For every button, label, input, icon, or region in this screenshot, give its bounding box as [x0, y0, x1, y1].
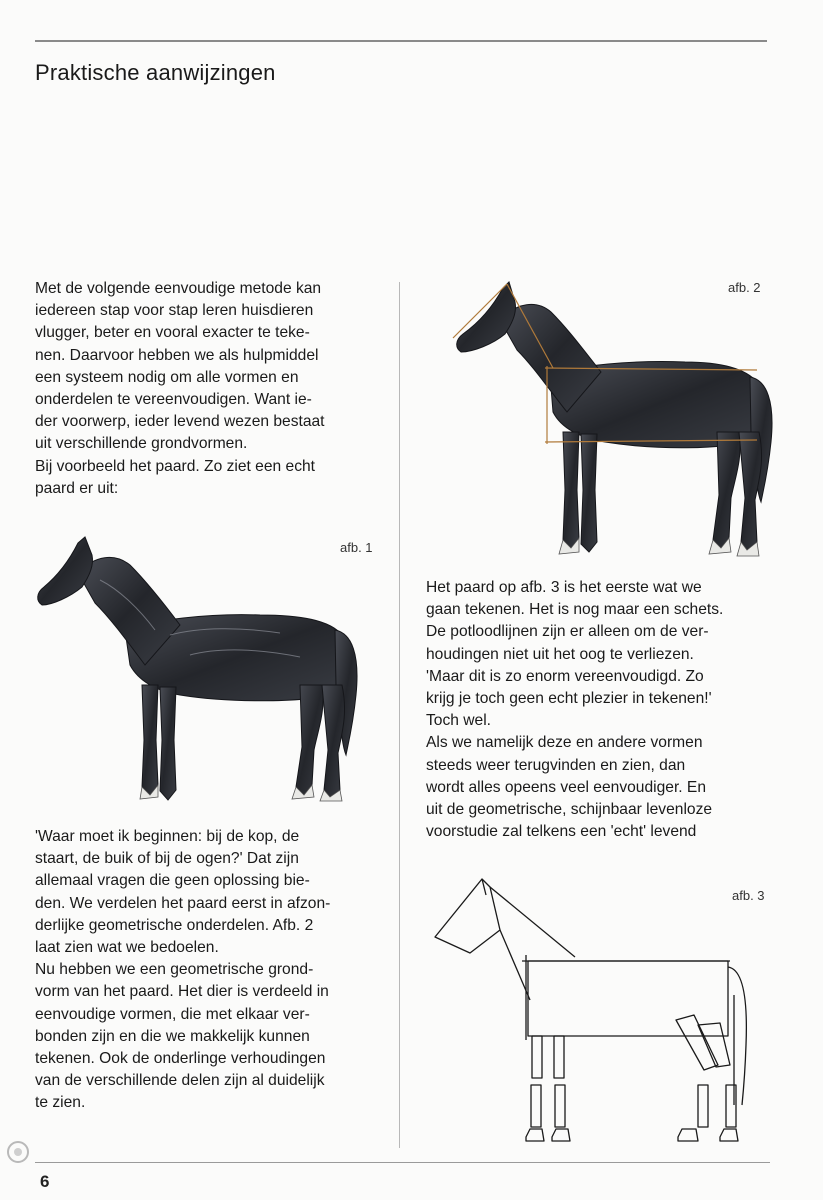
text-line: derlijke geometrische onderdelen. Afb. 2	[35, 916, 314, 934]
text-line: wordt alles opeens veel eenvoudiger. En	[426, 778, 707, 796]
text-line: voorstudie zal telkens een 'echt' levend	[426, 823, 697, 841]
intro-paragraph	[35, 278, 325, 500]
text-line: Nu hebben we een geometrische grond-	[35, 961, 314, 979]
page-title: Praktische aanwijzingen	[35, 60, 276, 85]
text-line: Als we namelijk deze en andere vormen	[426, 734, 703, 752]
body-paragraph-right	[426, 577, 723, 843]
text-line: 'Maar dit is zo enorm vereenvoudigd. Zo	[426, 667, 704, 685]
publisher-watermark-icon	[6, 1140, 30, 1164]
page-number: 6	[40, 1172, 50, 1191]
text-line: eenvoudige vormen, die met elkaar ver-	[35, 1005, 310, 1023]
bottom-rule	[35, 1162, 770, 1163]
figure2-caption: afb. 2	[728, 280, 761, 295]
text-line: onderdelen te vereenvoudigen. Want ie-	[35, 391, 312, 409]
figure1-caption: afb. 1	[340, 540, 373, 555]
text-line: uit de geometrische, schijnbaar levenloze	[426, 801, 713, 819]
figure3-caption: afb. 3	[732, 888, 765, 903]
text-line: van de verschillende delen zijn al duidelijk	[35, 1072, 325, 1090]
horse-construction-figure	[445, 280, 775, 565]
text-line: Met de volgende eenvoudige metode kan	[35, 280, 322, 297]
text-line: staart, de buik of bij de ogen?' Dat zijn	[35, 850, 299, 868]
text-line: vlugger, beter en vooral exacter te teke-	[35, 324, 310, 342]
text-line: houdingen niet uit het oog te verliezen.	[426, 645, 694, 663]
text-line: tekenen. Ook de onderlinge verhoudingen	[35, 1050, 326, 1068]
text-line: nen. Daarvoor hebben we als hulpmiddel	[35, 346, 319, 364]
column-divider	[399, 282, 400, 1148]
text-line: De potloodlijnen zijn er alleen om de ver-	[426, 623, 709, 641]
text-line: paard er uit:	[35, 479, 119, 497]
body-paragraph-left	[35, 826, 330, 1115]
text-line: der voorwerp, ieder levend wezen bestaat	[35, 413, 325, 431]
horse-sketch-figure	[430, 875, 760, 1160]
text-line: Bij voorbeeld het paard. Zo ziet een echt	[35, 457, 315, 475]
text-line: gaan tekenen. Het is nog maar een schets.	[426, 601, 724, 619]
text-line: Toch wel.	[426, 712, 492, 730]
text-line: Het paard op afb. 3 is het eerste wat we	[426, 579, 702, 596]
text-line: krijg je toch geen echt plezier in tekenen!'	[426, 690, 712, 708]
text-line: allemaal vragen die geen oplossing bie-	[35, 872, 310, 890]
text-line: een systeem nodig om alle vormen en	[35, 368, 299, 386]
text-line: den. We verdelen het paard eerst in afzon-	[35, 894, 331, 912]
top-rule	[35, 40, 767, 42]
text-line: uit verschillende grondvormen.	[35, 435, 248, 453]
horse-photo-figure	[30, 535, 365, 810]
text-line: iedereen stap voor stap leren huisdieren	[35, 302, 314, 320]
text-line: steeds weer terugvinden en zien, dan	[426, 756, 686, 774]
text-line: bonden zijn en die we makkelijk kunnen	[35, 1027, 310, 1045]
text-line: vorm van het paard. Het dier is verdeeld in	[35, 983, 329, 1001]
text-line: laat zien wat we bedoelen.	[35, 939, 219, 957]
text-line: 'Waar moet ik beginnen: bij de kop, de	[35, 828, 300, 845]
text-line: te zien.	[35, 1094, 86, 1112]
